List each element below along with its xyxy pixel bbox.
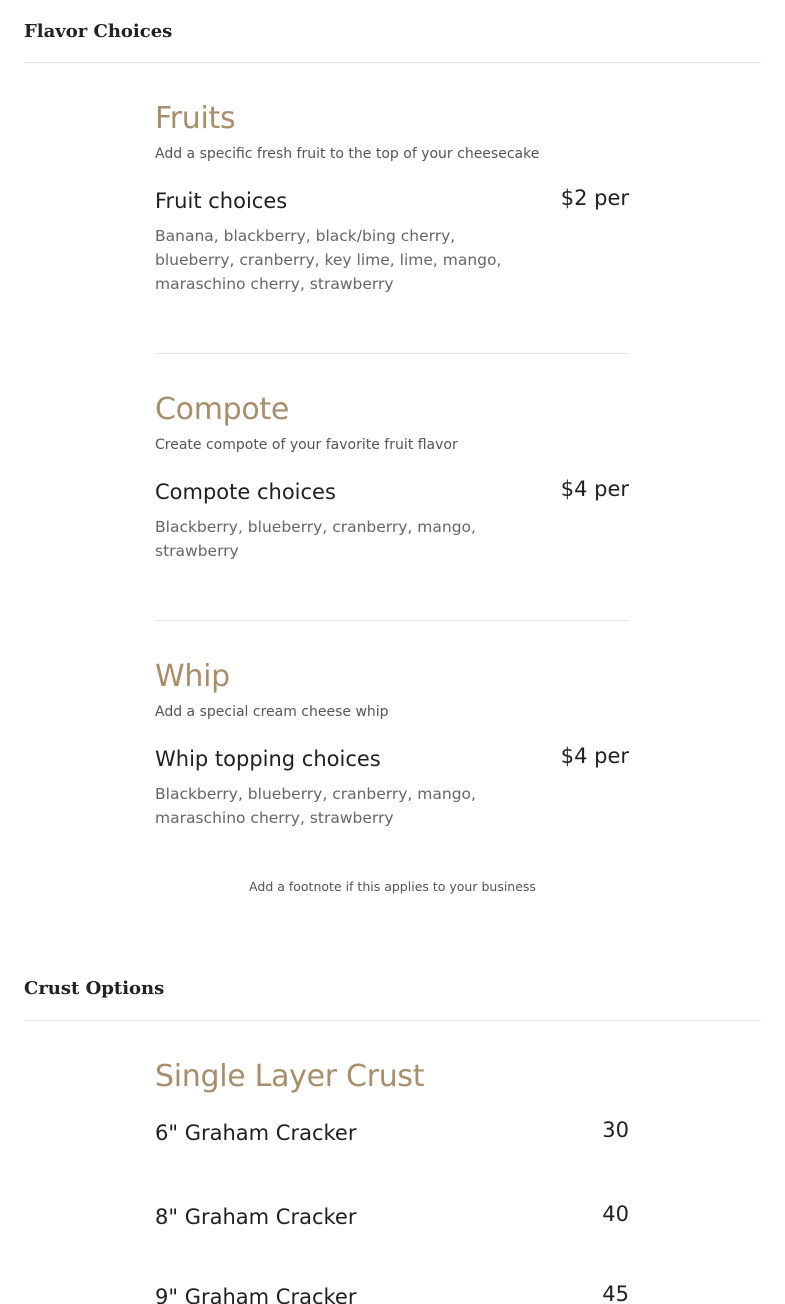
footnote: Add a footnote if this applies to your business	[249, 879, 536, 894]
category-title-fruits: Fruits	[155, 101, 236, 136]
category-title-single-layer-crust: Single Layer Crust	[155, 1059, 425, 1094]
category-description-compote: Create compote of your favorite fruit flavor	[155, 437, 458, 453]
item-description-whip-topping-choices: Blackberry, blueberry, cranberry, mango, maraschino cherry, strawberry	[155, 785, 476, 827]
crust-options-heading: Crust Options	[24, 978, 165, 999]
category-title-compote: Compote	[155, 392, 290, 427]
item-price-crust: 40	[602, 1202, 629, 1226]
category-divider	[155, 620, 629, 621]
item-description-compote-choices: Blackberry, blueberry, cranberry, mango, strawberry	[155, 518, 476, 560]
item-price-whip-topping-choices: $4 per	[560, 744, 629, 768]
category-title-whip: Whip	[155, 659, 230, 694]
item-name-crust: 6" Graham Cracker	[155, 1121, 357, 1145]
item-price-compote-choices: $4 per	[560, 477, 629, 501]
item-name-crust: 8" Graham Cracker	[155, 1205, 357, 1229]
category-description-fruits: Add a specific fresh fruit to the top of your cheesecake	[155, 146, 540, 162]
item-name-whip-topping-choices: Whip topping choices	[155, 747, 381, 771]
category-divider	[155, 353, 629, 354]
item-name-fruit-choices: Fruit choices	[155, 189, 288, 213]
item-price-crust: 30	[602, 1118, 629, 1142]
item-description-fruit-choices: Banana, blackberry, black/bing cherry, blueberry, cranberry, key lime, lime, mango, maraschino cherry, strawberry	[155, 227, 502, 293]
item-name-crust: 9" Graham Cracker	[155, 1285, 357, 1304]
section-divider	[24, 1020, 761, 1021]
item-price-fruit-choices: $2 per	[560, 186, 629, 210]
item-price-crust: 45	[602, 1282, 629, 1304]
item-name-compote-choices: Compote choices	[155, 480, 336, 504]
flavor-choices-heading: Flavor Choices	[24, 21, 173, 42]
section-divider	[24, 62, 761, 63]
category-description-whip: Add a special cream cheese whip	[155, 704, 389, 720]
